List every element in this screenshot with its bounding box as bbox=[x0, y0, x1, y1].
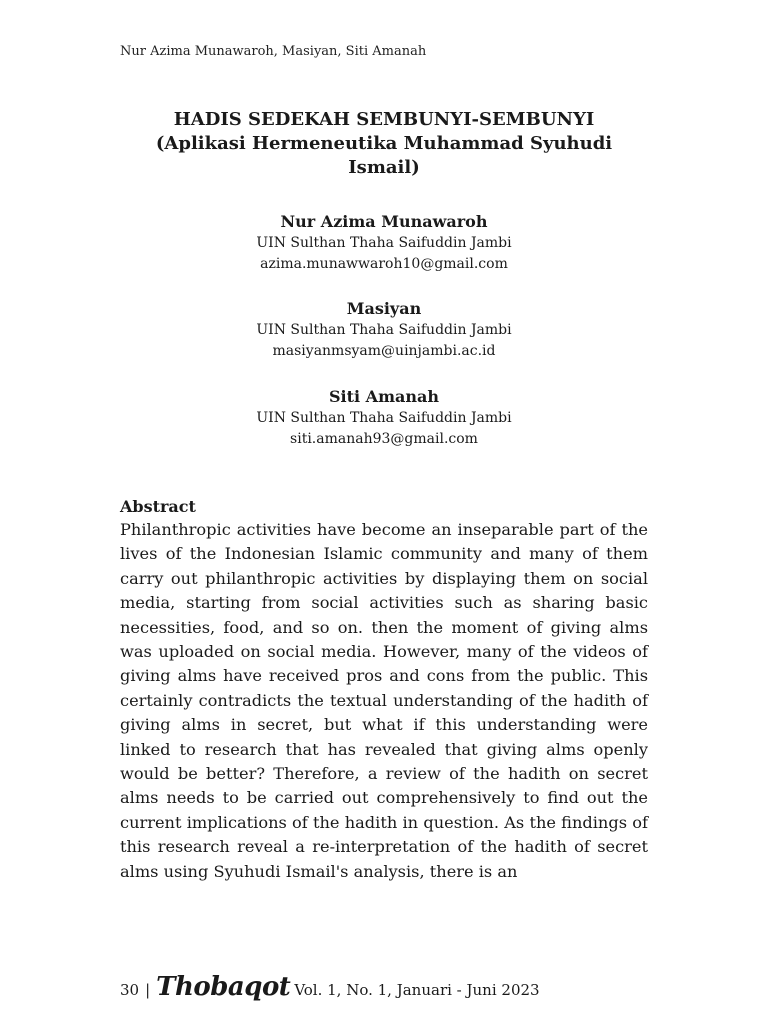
author-affiliation: UIN Sulthan Thaha Saifuddin Jambi bbox=[256, 322, 512, 338]
journal-name: Thobaqot bbox=[156, 972, 291, 1002]
author-email: masiyanmsyam@uinjambi.ac.id bbox=[272, 343, 496, 359]
author-affiliation: UIN Sulthan Thaha Saifuddin Jambi bbox=[256, 235, 512, 251]
author-email: azima.munawwaroh10@gmail.com bbox=[260, 256, 508, 272]
footer-separator: | bbox=[145, 981, 151, 999]
title-line-2: (Aplikasi Hermeneutika Muhammad Syuhudi Ismail) bbox=[155, 133, 613, 178]
author-block bbox=[120, 297, 648, 362]
author-name: Masiyan bbox=[346, 299, 422, 318]
author-block bbox=[120, 385, 648, 450]
title-line-1: HADIS SEDEKAH SEMBUNYI-SEMBUNYI bbox=[173, 109, 595, 130]
journal-issue: Vol. 1, No. 1, Januari - Juni 2023 bbox=[294, 981, 540, 999]
author-affiliation: UIN Sulthan Thaha Saifuddin Jambi bbox=[256, 410, 512, 426]
page-number: 30 bbox=[120, 981, 140, 999]
abstract-heading: Abstract bbox=[120, 497, 196, 516]
running-head: Nur Azima Munawaroh, Masiyan, Siti Amanah bbox=[120, 44, 427, 59]
author-name: Nur Azima Munawaroh bbox=[280, 212, 488, 231]
abstract-body: Philanthropic activities have become an inseparable part of the lives of the Indonesian Islamic community and many of them carry out philanthropic activities by displaying them on social media, starting from social activities such as sharing basic necessities, food, and so on. then the moment of giving alms was uploaded on social media. However, many of the videos of giving alms have received pros and cons from the public. This certainly contradicts the textual understanding of the hadith of giving alms in secret, but what if this understanding were linked to research that has revealed that giving alms openly would be better? Therefore, a review of the hadith on secret alms needs to be carried out comprehensively to find out the current implications of the hadith in question. As the findings of this research reveal a re-interpretation of the hadith of secret alms using Syuhudi Ismail's analysis, there is an bbox=[120, 520, 648, 881]
page-footer bbox=[120, 972, 540, 1002]
author-block bbox=[120, 210, 648, 275]
paper-title bbox=[120, 108, 648, 180]
author-name: Siti Amanah bbox=[328, 387, 439, 406]
author-email: siti.amanah93@gmail.com bbox=[290, 431, 478, 447]
